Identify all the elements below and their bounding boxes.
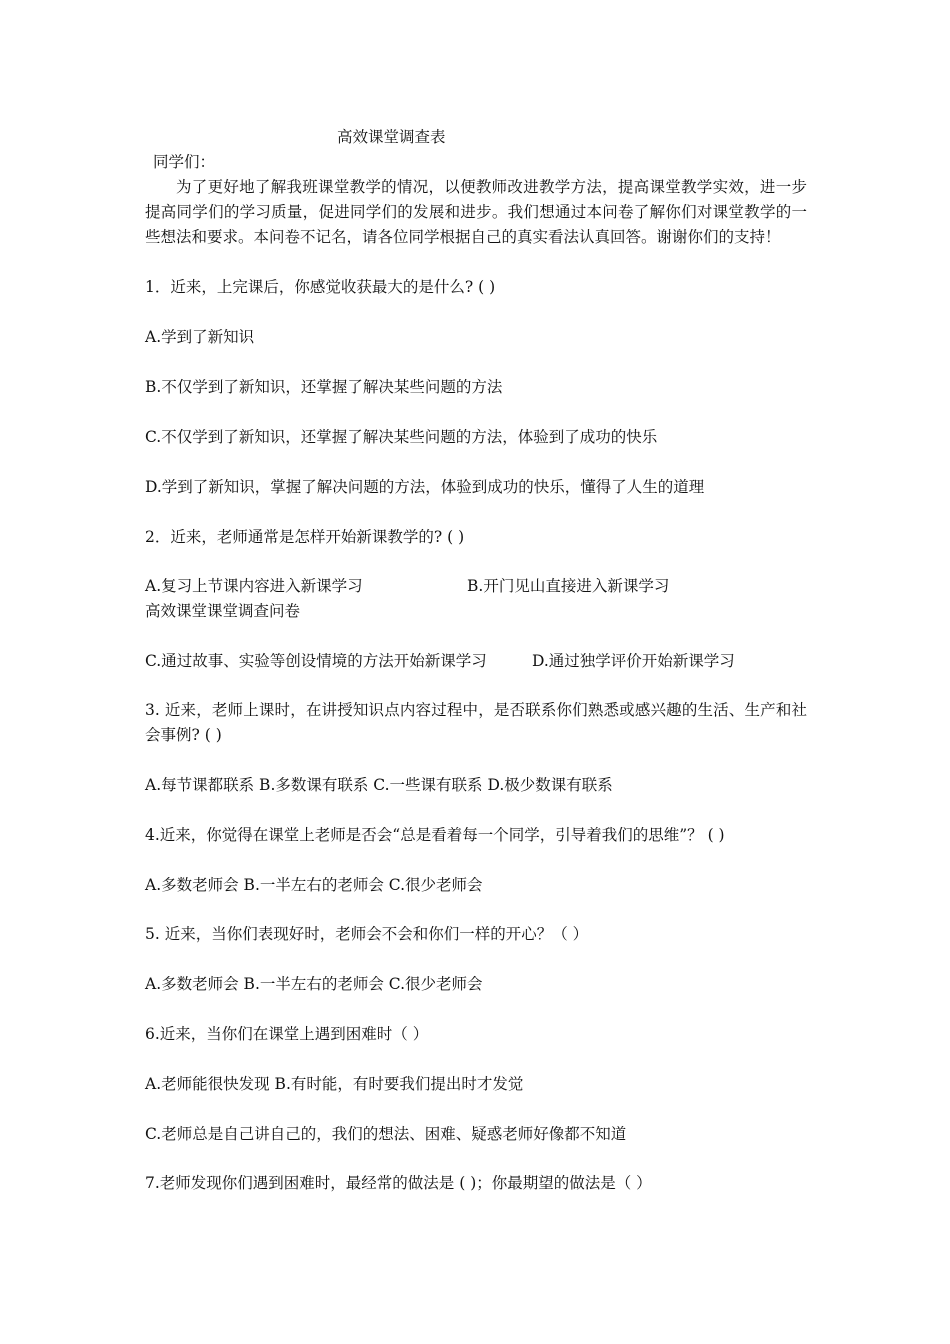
- question-7: 7.老师发现你们遇到困难时，最经常的做法是 ( )；你最期望的做法是（ ）: [145, 1174, 652, 1192]
- question-2: 2．近来，老师通常是怎样开始新课教学的? ( ): [145, 528, 465, 546]
- question-2-option-c: C.通过故事、实验等创设情境的方法开始新课学习: [145, 652, 487, 670]
- question-2-option-a: A.复习上节课内容进入新课学习: [145, 577, 363, 595]
- question-4-options: A.多数老师会 B.一半左右的老师会 C.很少老师会: [145, 876, 483, 894]
- question-2-option-b: B.开门见山直接进入新课学习: [467, 577, 670, 595]
- question-1-option-b: B.不仅学到了新知识，还掌握了解决某些问题的方法: [145, 378, 503, 396]
- greeting: 同学们：: [153, 153, 216, 171]
- question-6: 6.近来，当你们在课堂上遇到困难时（ ）: [145, 1025, 429, 1043]
- question-5: 5. 近来，当你们表现好时，老师会不会和你们一样的开心？（ ）: [145, 925, 589, 943]
- header-note: 高效课堂课堂调查问卷: [145, 602, 301, 620]
- question-3-options: A.每节课都联系 B.多数课有联系 C.一些课有联系 D.极少数课有联系: [145, 776, 613, 794]
- document-title: 高效课堂调查表: [337, 128, 446, 146]
- question-6-option-c: C.老师总是自己讲自己的，我们的想法、困难、疑惑老师好像都不知道: [145, 1125, 627, 1143]
- question-1-option-a: A.学到了新知识: [145, 328, 255, 346]
- question-1-option-c: C.不仅学到了新知识，还掌握了解决某些问题的方法，体验到了成功的快乐: [145, 428, 658, 446]
- question-5-options: A.多数老师会 B.一半左右的老师会 C.很少老师会: [145, 975, 483, 993]
- question-3: 3. 近来，老师上课时，在讲授知识点内容过程中，是否联系你们熟悉或感兴趣的生活、生产和社会事例? ( ): [145, 701, 807, 744]
- question-1: 1．近来，上完课后，你感觉收获最大的是什么? ( ): [145, 278, 496, 296]
- question-4: 4.近来，你觉得在课堂上老师是否会“总是看着每一个同学，引导着我们的思维”？ ( ): [145, 826, 725, 844]
- intro-paragraph: 为了更好地了解我班课堂教学的情况，以便教师改进教学方法，提高课堂教学实效，进一步提高同学们的学习质量，促进同学们的发展和进步。我们想通过本问卷了解你们对课堂教学的一些想法和要求。本问卷不记名，请各位同学根据自己的真实看法认真回答。谢谢你们的支持！: [145, 178, 807, 246]
- question-6-options: A.老师能很快发现 B.有时能，有时要我们提出时才发觉: [145, 1075, 524, 1093]
- question-2-option-d: D.通过独学评价开始新课学习: [532, 652, 735, 670]
- question-1-option-d: D.学到了新知识，掌握了解决问题的方法，体验到成功的快乐，懂得了人生的道理: [145, 478, 705, 496]
